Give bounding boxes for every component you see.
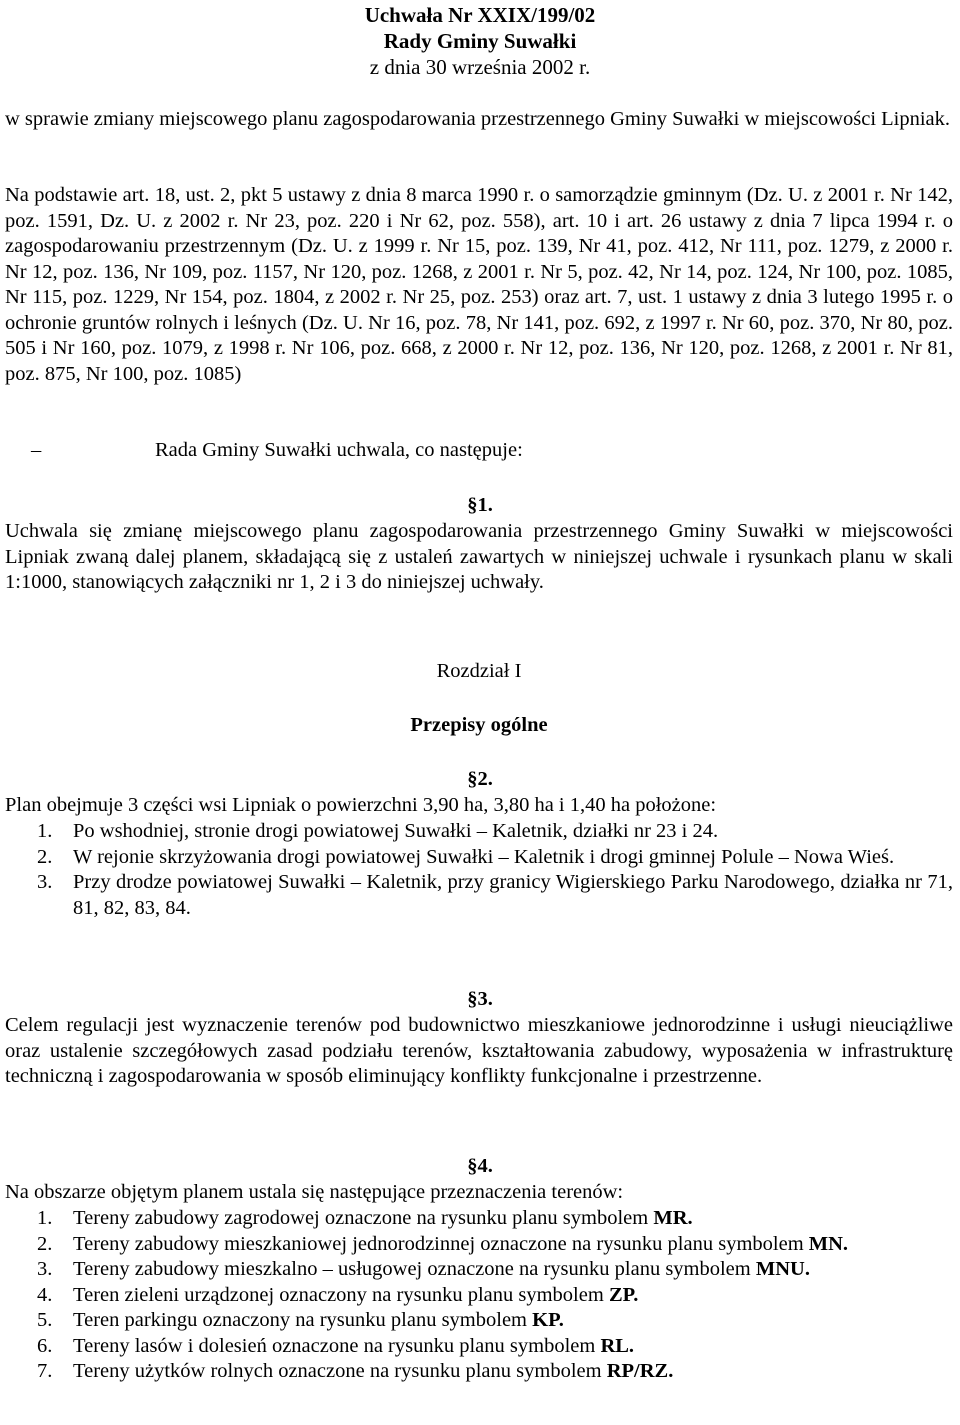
list-item-number: 2. [37, 845, 53, 868]
section-symbol: § [467, 1155, 478, 1177]
list-item-number: 6. [37, 1334, 53, 1357]
list-item [5, 1206, 953, 1232]
list-item [5, 819, 953, 845]
list-item-text: Teren parkingu oznaczony na rysunku planu symbolem [73, 1309, 533, 1331]
list-item-number: 4. [37, 1283, 53, 1306]
list-item-number: 1. [37, 820, 53, 842]
list-item-text: Przy drodze powiatowej Suwałki – Kaletnik, przy granicy Wigierskiego Parku Narodowego, działka nr 71, 81, 82, 83, 84. [73, 871, 953, 919]
section-number: 2. [477, 768, 493, 790]
list-item-number: 5. [37, 1309, 53, 1331]
list-item-text: Po wshodniej, stronie drogi powiatowej Suwałki – Kaletnik, działki nr 23 i 24. [73, 820, 719, 842]
list-item-number: 7. [37, 1360, 53, 1382]
section-number: 1. [477, 494, 493, 516]
section-2-intro: Plan obejmuje 3 części wsi Lipniak o powierzchni 3,90 ha, 3,80 ha i 1,40 ha położone: [5, 794, 717, 816]
section-symbol: § [467, 768, 478, 790]
chapter-title: Przepisy ogólne [410, 714, 548, 736]
list-item-text: W rejonie skrzyżowania drogi powiatowej Suwałki – Kaletnik i drogi gminnej Polule – Nowa Wieś. [73, 845, 895, 868]
chapter-label: Rozdział I [436, 660, 522, 682]
list-item [5, 1334, 953, 1360]
list-item-text: Tereny zabudowy mieszkalno – usługowej oznaczone na rysunku planu symbolem [73, 1258, 756, 1280]
section-4-heading [0, 1154, 960, 1180]
section-2-heading [0, 767, 960, 793]
section-2-list [5, 819, 953, 921]
land-use-symbol: RL. [600, 1334, 635, 1357]
resolution-number: Uchwała Nr XXIX/199/02 [364, 3, 596, 27]
list-item [5, 1232, 953, 1258]
list-item [5, 1308, 953, 1334]
land-use-symbol: MNU. [755, 1258, 810, 1280]
land-use-symbol: MR. [653, 1207, 693, 1229]
land-use-symbol: MN. [808, 1232, 849, 1255]
section-3-heading [0, 987, 960, 1013]
list-item [5, 1257, 953, 1283]
list-item [5, 1359, 953, 1385]
list-item-number: 1. [37, 1207, 53, 1229]
section-1-text: Uchwala się zmianę miejscowego planu zagospodarowania przestrzennego Gminy Suwałki w miejscowości Lipniak zwaną dalej planem, składającą się z ustaleń zawartych w niniejszej uchwale i rysunkach planu w skali 1:1000, stanowiących załączniki nr 1, 2 i 3 do niniejszej uchwały. [5, 520, 953, 593]
list-item-text: Tereny użytków rolnych oznaczone na rysunku planu symbolem [73, 1360, 607, 1382]
section-4-intro: Na obszarze objętym planem ustala się następujące przeznaczenia terenów: [5, 1181, 624, 1203]
list-item-text: Teren zieleni urządzonej oznaczony na rysunku planu symbolem [73, 1283, 609, 1306]
list-item [5, 870, 953, 921]
section-number: 4. [477, 1155, 493, 1177]
land-use-symbol: ZP. [608, 1283, 639, 1306]
resolution-date: z dnia 30 września 2002 r. [369, 55, 591, 79]
council-name: Rady Gminy Suwałki [383, 29, 577, 53]
section-symbol: § [467, 494, 478, 516]
section-3-text: Celem regulacji jest wyznaczenie terenów pod budownictwo mieszkaniowe jednorodzinne i usługi nieuciążliwe oraz ustalenie szczegółowych zasad podziału terenów, kształtowania zabudowy, wyposażenia w infrastrukturę techniczną i zagospodarowania w sposób eliminujący konflikty funkcjonalne i przestrzenne. [5, 1014, 953, 1087]
section-4-list [5, 1206, 953, 1385]
list-item [5, 845, 953, 871]
list-item-text: Tereny zabudowy mieszkaniowej jednorodzinnej oznaczone na rysunku planu symbolem [73, 1232, 809, 1255]
list-item-number: 2. [37, 1232, 53, 1255]
list-item-text: Tereny zabudowy zagrodowej oznaczone na rysunku planu symbolem [73, 1207, 654, 1229]
legal-basis: Na podstawie art. 18, ust. 2, pkt 5 ustawy z dnia 8 marca 1990 r. o samorządzie gminnym (Dz. U. z 2001 r. Nr 142, poz. 1591, Dz. U. z 2002 r. Nr 23, poz. 220 i Nr 62, poz. 558), art. 10 i art. 26 ustawy z dnia 7 lipca 1994 r. o zagospodarowaniu przestrzennym (Dz. U. z 1999 r. Nr 15, poz. 139, Nr 41, poz. 412, Nr 111, poz. 1279, z 2000 r. Nr 12, poz. 136, Nr 109, poz. 1157, Nr 120, poz. 1268, z 2001 r. Nr 5, poz. 42, Nr 14, poz. 124, Nr 100, poz. 1085, Nr 115, poz. 1229, Nr 154, poz. 1804, z 2002 r. Nr 25, poz. 253) oraz art. 7, ust. 1 ustawy z dnia 3 lutego 1995 r. o ochronie gruntów rolnych i leśnych (Dz. U. Nr 16, poz. 78, Nr 141, poz. 692, z 1997 r. Nr 60, poz. 370, Nr 80, poz. 505 i Nr 160, poz. 1079, z 1998 r. Nr 106, poz. 668, z 2000 r. Nr 12, poz. 136, Nr 120, poz. 1268, z 2001 r. Nr 81, poz. 875, Nr 100, poz. 1085) [5, 184, 953, 385]
section-1-heading [0, 493, 960, 519]
dash-mark: – [31, 439, 42, 461]
resolves-line [5, 438, 960, 464]
resolves-text: Rada Gminy Suwałki uchwala, co następuje: [155, 439, 523, 461]
section-number: 3. [477, 988, 493, 1010]
list-item-number: 3. [37, 871, 53, 893]
list-item [5, 1283, 953, 1309]
resolution-subject: w sprawie zmiany miejscowego planu zagospodarowania przestrzennego Gminy Suwałki w miejscowości Lipniak. [5, 108, 951, 130]
list-item-number: 3. [37, 1258, 53, 1280]
list-item-text: Tereny lasów i dolesień oznaczone na rysunku planu symbolem [73, 1334, 601, 1357]
resolution-header [0, 2, 960, 80]
land-use-symbol: RP/RZ. [606, 1360, 674, 1382]
land-use-symbol: KP. [532, 1309, 564, 1331]
section-symbol: § [467, 988, 478, 1010]
